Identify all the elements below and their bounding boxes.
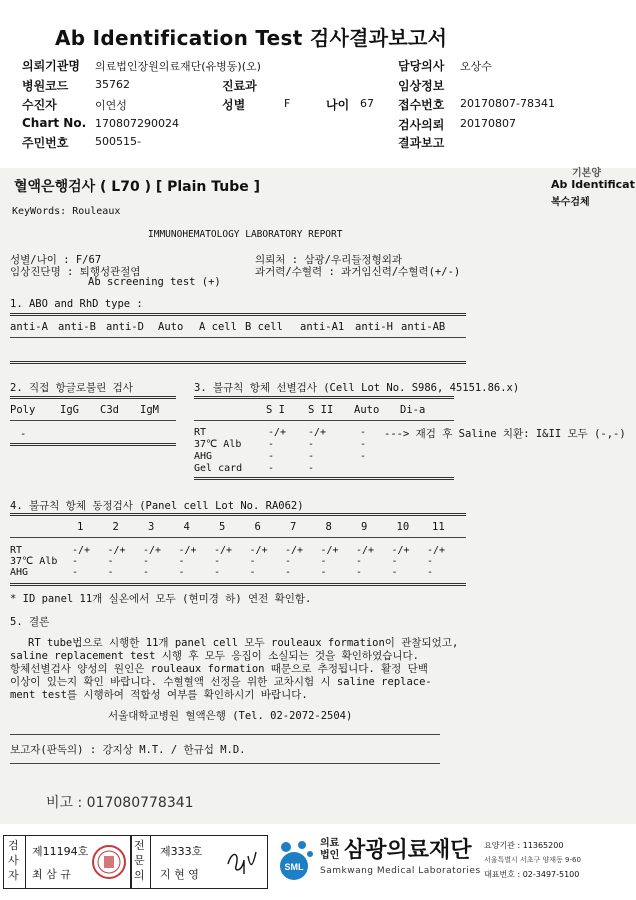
divider <box>25 835 26 888</box>
cell-value: - <box>308 439 315 450</box>
referring-place: 의뢰처 : 삼광/우리들정형외과 <box>255 254 403 266</box>
cell-value: -/+ <box>427 545 446 556</box>
org-code: 요양기관 : 11365200 <box>484 841 564 850</box>
cell-value: - <box>143 567 150 578</box>
panel-note: * ID panel 11개 실온에서 모두 (현미경 하) 연전 확인함. <box>10 593 312 605</box>
section-4-heading: 4. 불규칙 항체 동정검사 (Panel cell Lot No. RA062) <box>10 500 304 512</box>
cell-value: -/+ <box>320 545 339 556</box>
org-address: 서울특별시 서초구 양재동 9-60 <box>484 856 581 864</box>
divider <box>10 420 176 421</box>
header-key: 검사의뢰 <box>398 118 445 132</box>
remark: 비고 : 017080778341 <box>46 795 194 811</box>
cell-value: - <box>285 556 292 567</box>
label-char: 사 <box>8 854 19 867</box>
cell-value: - <box>72 556 79 567</box>
cell-value: - <box>391 556 398 567</box>
column-header: A cell <box>199 321 237 333</box>
dat-value: - <box>20 428 27 440</box>
cell-value: -/+ <box>72 545 91 556</box>
cell-value: - <box>249 556 256 567</box>
header-value: F <box>284 97 291 110</box>
header-key: 병원코드 <box>22 79 69 93</box>
column-header: Poly <box>10 404 36 416</box>
column-header: Auto <box>158 321 184 333</box>
column-header: anti-H <box>355 321 393 333</box>
cell-value: - <box>285 567 292 578</box>
column-header: IgG <box>60 404 79 416</box>
screening-result: Ab screening test (+) <box>88 276 221 288</box>
divider <box>10 537 466 538</box>
column-header: 1 <box>77 521 84 533</box>
divider <box>194 477 454 480</box>
logo-small-text: 법인 <box>320 850 340 861</box>
label-char: 검 <box>8 839 19 852</box>
cell-value: - <box>391 567 398 578</box>
logo-small-label <box>320 838 339 862</box>
header-key: Chart No. <box>22 116 87 130</box>
row-label: 37℃ Alb <box>10 556 58 567</box>
section-5-heading: 5. 결론 <box>10 616 50 628</box>
logo-badge-text: SML <box>284 862 304 872</box>
column-header: 5 <box>219 521 226 533</box>
header-value: 170807290024 <box>95 117 179 130</box>
header-value: 35762 <box>95 78 130 91</box>
cell-value: - <box>308 463 315 474</box>
column-header: 7 <box>290 521 297 533</box>
cell-value: - <box>143 556 150 567</box>
row-label: RT <box>10 545 23 556</box>
inspector-license: 제11194호 <box>32 845 89 858</box>
org-phone: 대표번호 : 02-3497-5100 <box>484 870 580 879</box>
divider <box>10 313 466 316</box>
conclusion-line: saline replacement test 시행 후 모두 응집이 소실되는 것을 확인하였습니다. <box>10 650 419 662</box>
divider <box>10 763 440 764</box>
cell-value: - <box>214 567 221 578</box>
divider <box>10 583 466 586</box>
column-header: anti-A1 <box>300 321 345 333</box>
cell-value: - <box>356 556 363 567</box>
sheet-title: 혈액은행검사 ( L70 ) [ Plain Tube ] <box>14 179 261 195</box>
cell-value: - <box>427 556 434 567</box>
divider <box>10 734 440 735</box>
column-header: 10 <box>396 521 410 533</box>
column-header: anti-A <box>10 321 48 333</box>
row-label: Gel card <box>194 463 243 474</box>
column-header: 11 <box>432 521 445 533</box>
label-char: 문 <box>134 854 145 867</box>
column-header: 4 <box>183 521 190 533</box>
signature-icon <box>222 842 260 880</box>
cell-value: -/+ <box>356 545 375 556</box>
header-key: 의뢰기관명 <box>22 59 80 73</box>
row-label: AHG <box>194 451 213 462</box>
sheet-corner-label: Ab Identificat <box>551 178 635 191</box>
column-header: 9 <box>361 521 368 533</box>
sheet-top-edge <box>0 160 636 168</box>
cell-value: - <box>320 556 327 567</box>
label-char: 의 <box>134 869 145 882</box>
cell-value: -/+ <box>214 545 233 556</box>
cell-value: - <box>107 556 114 567</box>
lab-report-title: IMMUNOHEMATOLOGY LABORATORY REPORT <box>148 229 343 240</box>
cell-value: - <box>178 567 185 578</box>
header-value: 오상수 <box>460 60 492 73</box>
column-header: 2 <box>112 521 119 533</box>
column-header: anti-AB <box>401 321 446 333</box>
seal-stamp-icon <box>90 840 128 884</box>
column-header: C3d <box>100 404 119 416</box>
cell-value: - <box>360 427 367 438</box>
divider <box>194 420 454 421</box>
cell-value: - <box>360 439 367 450</box>
cell-value: - <box>427 567 434 578</box>
column-header: 8 <box>325 521 332 533</box>
column-header: anti-D <box>106 321 144 333</box>
header-key: 수진자 <box>22 98 57 112</box>
logo-english-text: Samkwang Medical Laboratories <box>320 866 481 876</box>
cell-value: -/+ <box>391 545 410 556</box>
header-value: 의료법인장원의료재단(유병동)(오) <box>95 60 261 73</box>
transfusion-history: 과거력/수혈력 : 과거임신력/수혈력(+/-) <box>255 266 461 278</box>
divider <box>10 443 176 446</box>
cell-value: -/+ <box>178 545 197 556</box>
inspector-name: 최 삼 규 <box>32 868 71 881</box>
logo-main-text: 삼광의료재단 <box>344 838 472 863</box>
column-header: S II <box>308 404 334 416</box>
cell-value: - <box>308 451 315 462</box>
column-header: 3 <box>148 521 155 533</box>
cell-value: -/+ <box>107 545 126 556</box>
cell-value: -/+ <box>285 545 304 556</box>
column-header: 6 <box>254 521 261 533</box>
cell-value: - <box>72 567 79 578</box>
divider <box>10 337 466 338</box>
row-label: AHG <box>10 567 29 578</box>
cell-value: - <box>356 567 363 578</box>
divider <box>194 396 454 399</box>
column-header: anti-B <box>58 321 96 333</box>
row-label: RT <box>194 427 207 438</box>
header-key: 결과보고 <box>398 136 445 150</box>
cell-value: - <box>249 567 256 578</box>
cell-value: - <box>107 567 114 578</box>
sheet-corner-sublabel: 복수검체 <box>551 197 590 208</box>
physician-name: 지 현 영 <box>160 868 199 881</box>
column-header: IgM <box>140 404 159 416</box>
cell-value: -/+ <box>268 427 287 438</box>
header-key: 진료과 <box>222 79 257 93</box>
logo-small-text: 의료 <box>320 838 340 849</box>
section-1-heading: 1. ABO and RhD type : <box>10 298 143 310</box>
header-key: 담당의사 <box>398 59 445 73</box>
conclusion-line: 항체선별검사 양성의 원인은 rouleaux formation 때문으로 추정됩니다. 활정 단백 <box>10 663 428 675</box>
sex-age: 성별/나이 : F/67 <box>10 254 102 266</box>
sheet-corner-cut: 기본양 <box>572 168 601 179</box>
header-key: 나이 <box>326 98 350 112</box>
conclusion-line: 이상이 있는지 확인 바랍니다. 수혈혈액 선정을 위한 교차시험 시 saline replace- <box>10 676 432 688</box>
header-key: 접수번호 <box>398 98 445 112</box>
saline-note: ---> 재검 후 Saline 치환: I&II 모두 (-,-) <box>384 428 626 440</box>
section-2-heading: 2. 직접 항글로불린 검사 <box>10 382 133 394</box>
divider <box>10 396 176 399</box>
physician-license: 제333호 <box>160 845 203 858</box>
label-char: 자 <box>8 869 19 882</box>
column-header: Auto <box>354 404 380 416</box>
cell-value: - <box>360 451 367 462</box>
cell-value: - <box>268 451 275 462</box>
header-value: 20170807-78341 <box>460 97 555 110</box>
inspector-vertical-label <box>8 838 20 883</box>
diagnosis: 임상진단명 : 퇴행성관절염 <box>10 266 141 278</box>
hospital-contact: 서울대학교병원 혈액은행 (Tel. 02-2072-2504) <box>108 710 353 722</box>
cell-value: - <box>268 463 275 474</box>
cell-value: -/+ <box>249 545 268 556</box>
header-value: 이연성 <box>95 99 127 112</box>
divider <box>150 835 151 888</box>
section-3-heading: 3. 불규칙 항체 선별검사 (Cell Lot No. S986, 45151.86.x) <box>194 382 520 394</box>
cell-value: - <box>320 567 327 578</box>
reporter: 보고자(판독의) : 강지상 M.T. / 한규섭 M.D. <box>10 744 246 756</box>
column-header: S I <box>266 404 285 416</box>
header-value: 20170807 <box>460 117 516 130</box>
conclusion-line: RT tube법으로 시행한 11개 panel cell 모두 rouleaux formation이 관찰되었고, <box>28 637 459 649</box>
header-value: 500515- <box>95 135 141 148</box>
keywords: KeyWords: Rouleaux <box>12 206 121 217</box>
header-key: 임상정보 <box>398 79 445 93</box>
row-label: 37℃ Alb <box>194 439 242 450</box>
physician-vertical-label <box>134 838 146 883</box>
cell-value: - <box>268 439 275 450</box>
divider <box>10 361 466 364</box>
report-title: Ab Identification Test 검사결과보고서 <box>55 26 448 50</box>
sml-logo-icon <box>272 836 318 886</box>
header-key: 성별 <box>222 98 246 112</box>
divider <box>10 513 466 516</box>
cell-value: -/+ <box>308 427 327 438</box>
cell-value: - <box>214 556 221 567</box>
column-header: Di-a <box>400 404 426 416</box>
header-value: 67 <box>360 97 374 110</box>
conclusion-line: ment test를 시행하여 적합성 여부를 확인하시기 바랍니다. <box>10 689 308 701</box>
cell-value: -/+ <box>143 545 162 556</box>
label-char: 전 <box>134 839 145 852</box>
column-header: B cell <box>245 321 283 333</box>
cell-value: - <box>178 556 185 567</box>
header-key: 주민번호 <box>22 136 69 150</box>
